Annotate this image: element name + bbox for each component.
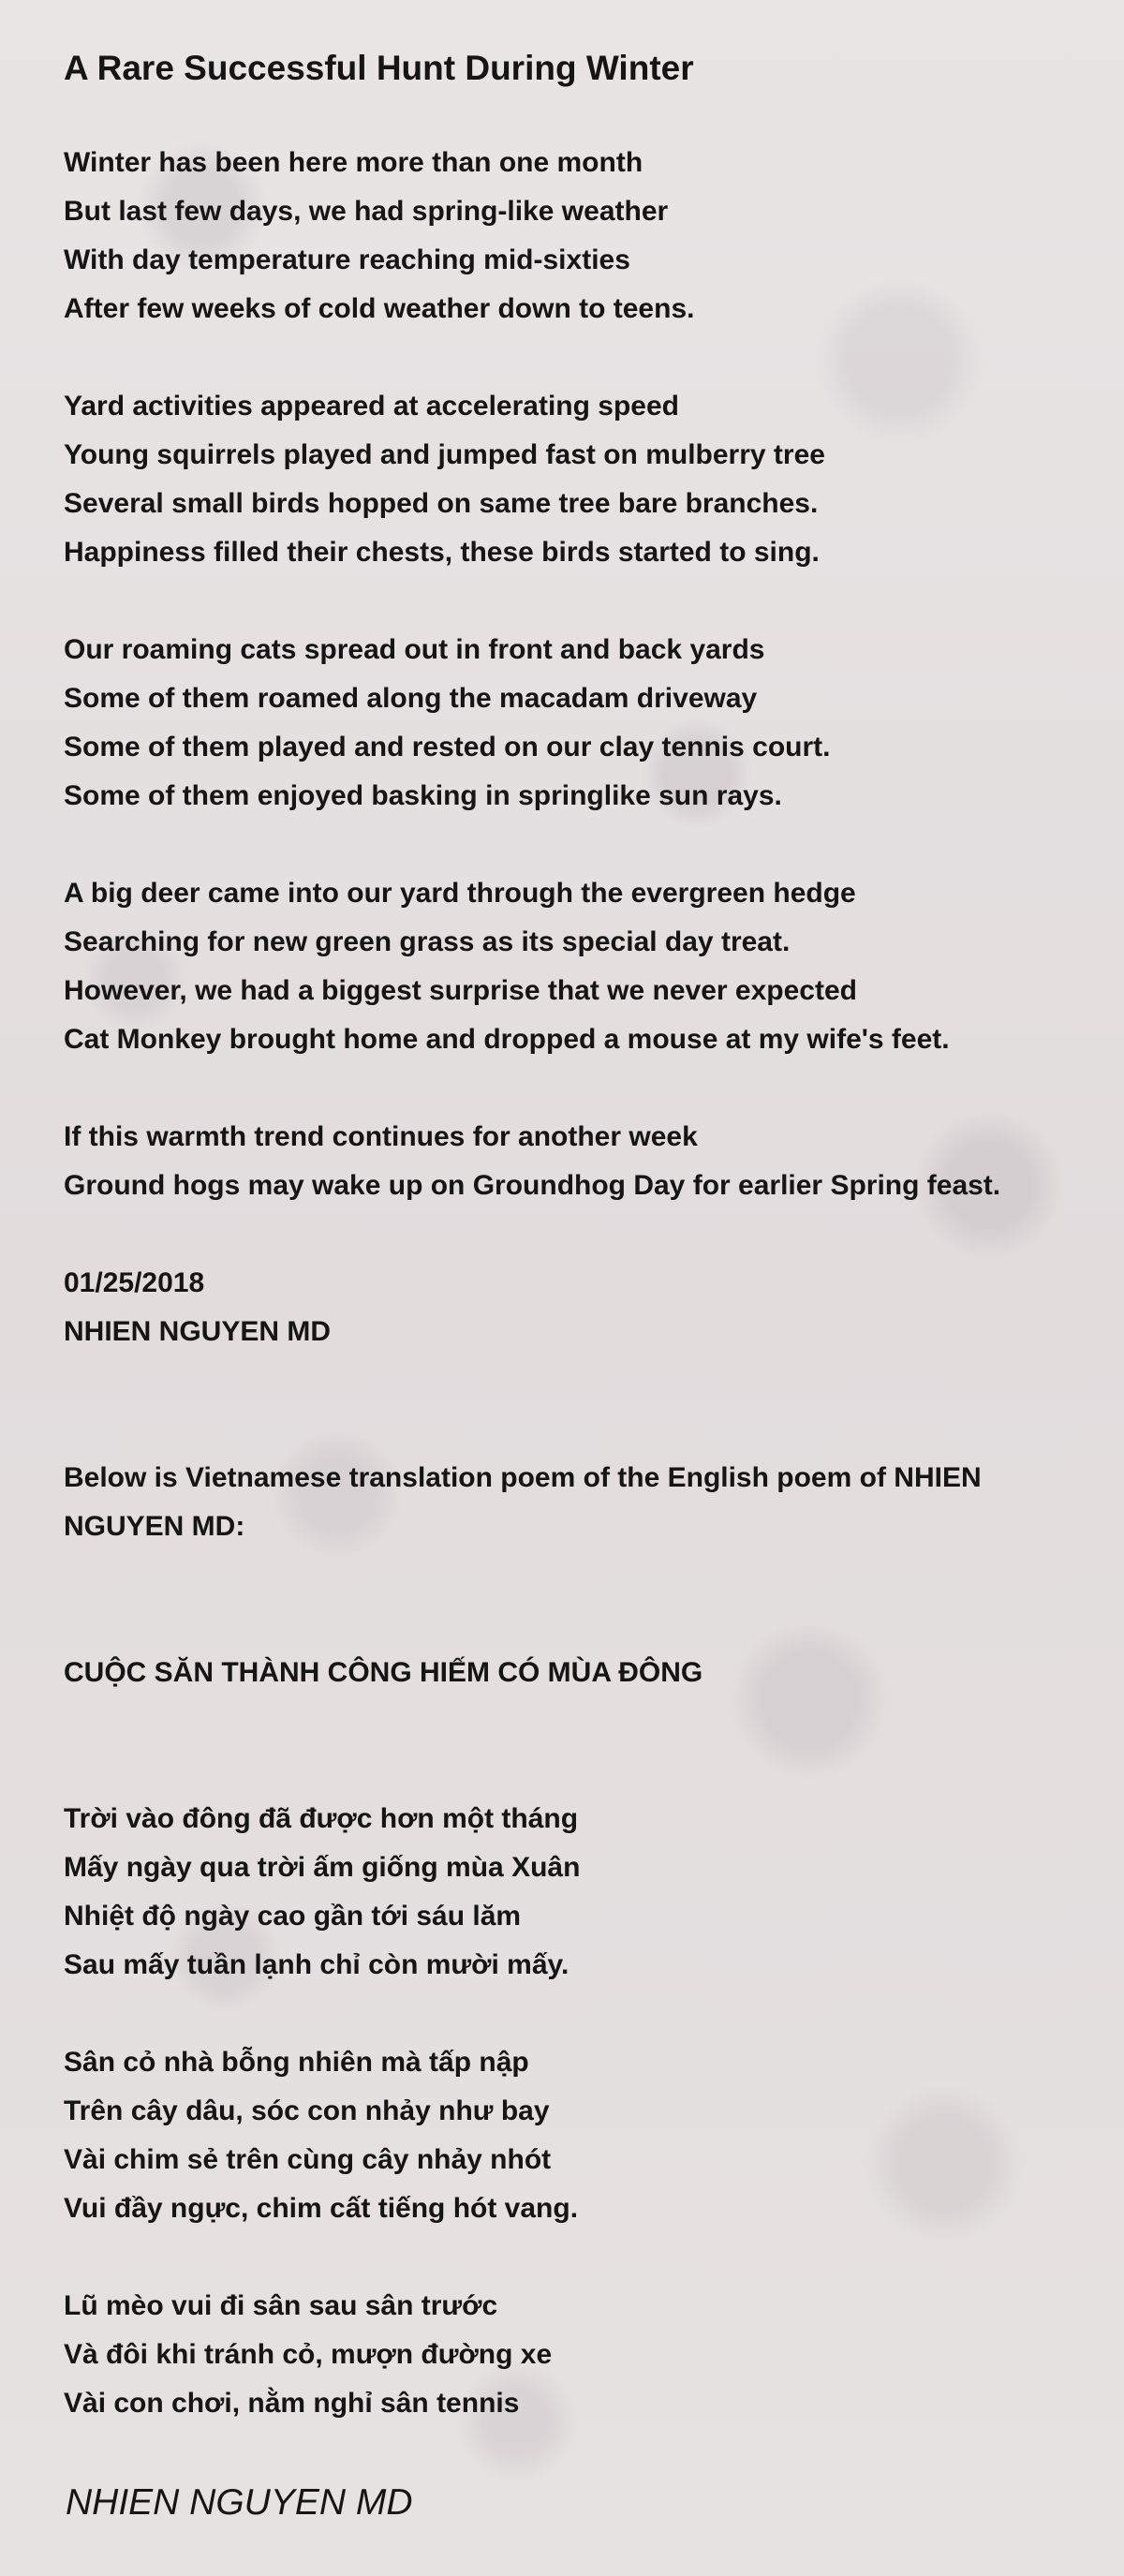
- vn-title-block: [64, 1649, 1103, 1697]
- vn-poem-line: Vài chim sẻ trên cùng cây nhảy nhót: [64, 2144, 552, 2175]
- vn-stanza-2: [64, 2038, 1103, 2233]
- poem-date: 01/25/2018: [64, 1267, 205, 1298]
- author-name: NHIEN NGUYEN MD: [66, 2482, 413, 2523]
- stanza-4: [64, 869, 1103, 1064]
- vn-poem-title: CUỘC SĂN THÀNH CÔNG HIẾM CÓ MÙA ĐÔNG: [64, 1657, 703, 1688]
- vn-poem-line: Trời vào đông đã được hơn một tháng: [64, 1803, 579, 1834]
- poem-line: With day temperature reaching mid-sixties: [64, 244, 630, 275]
- vn-poem-line: Nhiệt độ ngày cao gần tới sáu lăm: [64, 1901, 522, 1932]
- poem-line: Some of them played and rested on our clay tennis court.: [64, 732, 831, 762]
- poem-line: Winter has been here more than one month: [64, 147, 643, 178]
- vn-poem-line: Sau mấy tuần lạnh chỉ còn mười mấy.: [64, 1949, 569, 1980]
- poem-line: But last few days, we had spring-like weather: [64, 196, 669, 227]
- stanza-5: [64, 1113, 1103, 1210]
- poem-line: However, we had a biggest surprise that we never expected: [64, 975, 857, 1006]
- stanza-2: [64, 382, 1103, 577]
- poem-title: A Rare Successful Hunt During Winter: [64, 49, 694, 87]
- vn-poem-line: Sân cỏ nhà bỗng nhiên mà tấp nập: [64, 2047, 529, 2078]
- poem-line: Some of them roamed along the macadam driveway: [64, 683, 758, 714]
- poem-line: Our roaming cats spread out in front and back yards: [64, 634, 765, 665]
- vn-poem-line: Trên cây dâu, sóc con nhảy như bay: [64, 2095, 550, 2126]
- stanza-3: [64, 626, 1103, 821]
- poem-line: A big deer came into our yard through the evergreen hedge: [64, 878, 856, 909]
- poem-line: Several small birds hopped on same tree bare branches.: [64, 488, 819, 519]
- vn-poem-line: Vài con chơi, nằm nghỉ sân tennis: [64, 2388, 520, 2419]
- poem-line: Happiness filled their chests, these birds started to sing.: [64, 537, 820, 568]
- poem-line: After few weeks of cold weather down to teens.: [64, 293, 695, 324]
- vn-stanza-3: [64, 2282, 1103, 2428]
- stanza-1: [64, 139, 1103, 333]
- poem-body: [64, 139, 1103, 2477]
- poem-line: Some of them enjoyed basking in springlike sun rays.: [64, 780, 782, 811]
- poem-line: Yard activities appeared at accelerating speed: [64, 391, 679, 422]
- date-signature: [64, 1259, 1103, 1356]
- poem-line: Ground hogs may wake up on Groundhog Day for earlier Spring feast.: [64, 1170, 1001, 1201]
- poem-line: Cat Monkey brought home and dropped a mouse at my wife's feet.: [64, 1024, 950, 1055]
- translation-intro: [64, 1454, 1103, 1551]
- poem-line: Searching for new green grass as its special day treat.: [64, 926, 791, 957]
- translation-intro-text: Below is Vietnamese translation poem of the English poem of NHIEN NGUYEN MD:: [64, 1462, 982, 1542]
- vn-stanza-1: [64, 1795, 1103, 1990]
- poem-line: Young squirrels played and jumped fast on mulberry tree: [64, 439, 825, 470]
- poem-signature: NHIEN NGUYEN MD: [64, 1316, 332, 1347]
- vn-poem-line: Lũ mèo vui đi sân sau sân trước: [64, 2290, 498, 2321]
- poem-line: If this warmth trend continues for another week: [64, 1121, 698, 1152]
- vn-poem-line: Và đôi khi tránh cỏ, mượn đường xe: [64, 2339, 553, 2370]
- vn-poem-line: Mấy ngày qua trời ấm giống mùa Xuân: [64, 1852, 581, 1883]
- vn-poem-line: Vui đầy ngực, chim cất tiếng hót vang.: [64, 2193, 579, 2224]
